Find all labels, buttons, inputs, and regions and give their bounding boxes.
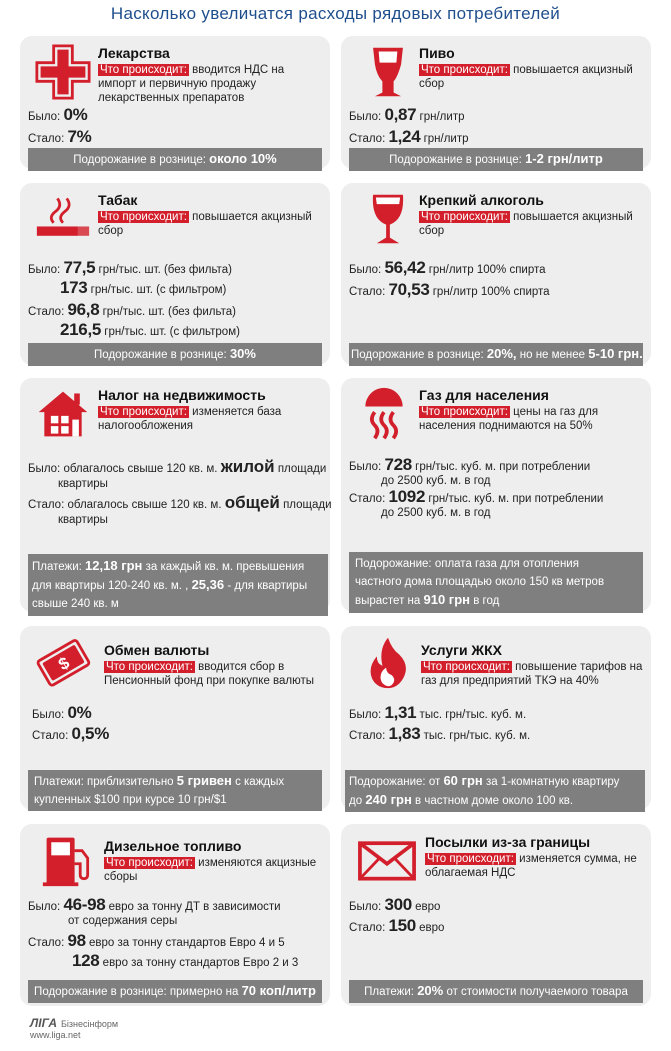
now-label: Стало:: [28, 133, 65, 145]
page-title: Насколько увеличатся расходы рядовых потребителей: [110, 4, 561, 23]
what-text: повышение тарифов на газ для предприятий ТКЭ на 40%: [421, 661, 643, 687]
summary-bar: Платежи: 20% от стоимости получаемого товара: [349, 980, 643, 1003]
card-title: Крепкий алкоголь: [419, 192, 544, 208]
what-text: цены на газ для населения поднимаются на 50%: [419, 406, 599, 432]
what-tag: Что происходит:: [423, 661, 510, 673]
now-value: 7%: [67, 127, 92, 146]
now-label: Стало:: [28, 937, 65, 949]
card-title: Табак: [98, 192, 138, 208]
card-title: Услуги ЖКХ: [421, 642, 502, 658]
was-value: 1,31: [384, 703, 417, 722]
what-text: вводится сбор в Пенсионный фонд при покупке валюты: [104, 661, 315, 687]
summary-bar: Подорожание: от 60 грн за 1-комнатную квартиру до 240 грн в частном доме около 100 кв.: [345, 770, 645, 812]
was-value-2: 173: [60, 278, 88, 297]
now-value: 0,5%: [71, 724, 110, 743]
card-title: Налог на недвижимость: [98, 387, 266, 403]
liga-logo: ЛІГА: [30, 1016, 57, 1030]
what-tag: Что происходит:: [100, 406, 187, 418]
was-value: 0%: [63, 105, 88, 124]
money-bill-icon: [34, 634, 92, 690]
was-label: Было:: [28, 463, 61, 475]
what-tag: Что происходит:: [100, 64, 187, 76]
card-title: Дизельное топливо: [104, 838, 242, 854]
was-value: 0%: [67, 703, 92, 722]
now-label: Стало:: [28, 306, 65, 318]
what-text: изменяются акцизные сборы: [104, 857, 317, 883]
now-value-2: 216,5: [60, 320, 102, 339]
was-label: Было:: [28, 264, 61, 276]
card-property-tax: Налог на недвижимость Что происходит: изменяется база налогообложения Было: облагалось свыше 120 кв. м. жилой площади квартиры Стало: облагалось свыше 120 кв. м. общей площади квартиры Платежи: 12,18 грн за каждый кв. м. превышения для квартиры 120-240 кв. м. , 25,36 - для квартиры свыше 240 кв. м: [20, 378, 330, 612]
card-diesel: Дизельное топливо Что происходит: изменяются акцизные сборы Было: 46-98 евро за тонну ДТ в зависимости от содержания серы Стало: 98 евро за тонну стандартов Евро 4 и 5 128 евро за тонну стандартов Евро 2 и 3 Подорожание в рознице: примерно на 70 коп/литр: [20, 824, 330, 1006]
was-value: 46-98: [63, 895, 106, 914]
what-tag: Что происходит:: [106, 661, 193, 673]
now-value-2: 128: [72, 951, 100, 970]
card-title: Обмен валюты: [104, 642, 210, 658]
what-tag: Что происходит:: [100, 211, 187, 223]
summary-bar: Платежи: 12,18 грн за каждый кв. м. превышения для квартиры 120-240 кв. м. , 25,36 - для квартиры свыше 240 кв. м: [28, 554, 328, 616]
flame-icon: [359, 634, 417, 690]
footer-site[interactable]: www.liga.net: [30, 1030, 81, 1040]
now-label: Стало:: [349, 922, 386, 934]
was-label: Было:: [349, 111, 382, 123]
was-label: Было:: [349, 901, 382, 913]
card-tobacco: Табак Что происходит: повышается акцизный сбор Было: 77,5 грн/тыс. шт. (без фильта) 173 грн/тыс. шт. (с фильтром) Стало: 96,8 грн/тыс. шт. (без фильта) 216,5 грн/тыс. шт. (с фильтром) Подорожание в рознице: 30%: [20, 183, 330, 365]
what-text: повышается акцизный сбор: [419, 211, 633, 237]
card-beer: Пиво Что происходит: повышается акцизный сбор Было: 0,87 грн/литр Стало: 1,24 грн/литр Подорожание в рознице: 1-2 грн/литр: [341, 36, 651, 169]
card-medicine: [20, 36, 330, 169]
was-label: Было:: [28, 111, 61, 123]
card-title: Лекарства: [98, 45, 170, 61]
was-value-1: 77,5: [63, 258, 96, 277]
what-tag: Что происходит:: [421, 64, 508, 76]
what-text: вводится НДС на импорт и первичную продажу лекарственных препаратов: [98, 64, 285, 104]
what-text: изменяется сумма, не облагаемая НДС: [425, 853, 637, 879]
card-title: Пиво: [419, 45, 455, 61]
now-value: 70,53: [388, 280, 430, 299]
was-value: 56,42: [384, 258, 426, 277]
fuel-pump-icon: [40, 832, 98, 888]
now-label: Стало:: [349, 730, 386, 742]
summary-bar: Подорожание в рознице: примерно на 70 коп/литр: [28, 980, 322, 1003]
now-label: Стало:: [28, 499, 65, 511]
now-label: Стало:: [32, 730, 69, 742]
heating-icon: [355, 386, 413, 442]
now-value-1: 98: [67, 931, 86, 950]
now-label: Стало:: [349, 493, 386, 505]
house-icon: [34, 386, 92, 442]
now-value: 1,83: [388, 724, 421, 743]
now-line-2: квартиры: [58, 514, 108, 526]
what-tag: Что происходит:: [421, 211, 508, 223]
what-text: повышается акцизный сбор: [98, 211, 312, 237]
wine-glass-icon: [359, 191, 417, 247]
was-word: жилой: [220, 457, 275, 476]
was-label: Было:: [349, 709, 382, 721]
now-word: общей: [224, 493, 280, 512]
svg-text:$: $: [55, 653, 73, 675]
summary-bar: Подорожание: оплата газа для отопления частного дома площадью около 150 кв метров вырастет на 910 грн в год: [349, 552, 643, 613]
envelope-icon: [355, 832, 419, 888]
was-line-2: до 2500 куб. м. в год: [381, 475, 491, 487]
card-currency-exchange: [20, 626, 330, 810]
what-tag: Что происходит:: [106, 857, 193, 869]
now-line-2: до 2500 куб. м. в год: [381, 507, 491, 519]
cigarette-icon: [34, 191, 92, 247]
what-tag: Что происходит:: [427, 853, 514, 865]
was-label: Было:: [349, 461, 382, 473]
footer-brand: Бізнесінформ: [61, 1019, 119, 1029]
summary-bar: Подорожание в рознице: около 10%: [28, 148, 322, 171]
summary-bar: Платежи: приблизительно 5 гривен с каждых купленных $100 при курсе 10 грн/$1: [28, 770, 322, 811]
was-value: 728: [384, 455, 412, 474]
footer: [30, 1018, 118, 1041]
summary-bar: Подорожание в рознице: 20%, но не менее 5-10 грн.: [349, 343, 643, 366]
card-title: Газ для населения: [419, 387, 549, 403]
was-line-2: квартиры: [58, 478, 108, 490]
now-value: 1,24: [388, 127, 421, 146]
now-value: 150: [388, 916, 416, 935]
what-tag: Что происходит:: [421, 406, 508, 418]
summary-bar: Подорожание в рознице: 1-2 грн/литр: [349, 148, 643, 171]
now-label: Стало:: [349, 133, 386, 145]
was-label: Было:: [28, 901, 61, 913]
card-title: Посылки из-за границы: [425, 834, 591, 850]
was-label: Было:: [349, 264, 382, 276]
now-label: Стало:: [349, 286, 386, 298]
summary-bar: Подорожание в рознице: 30%: [28, 343, 322, 366]
card-spirits: Крепкий алкоголь Что происходит: повышается акцизный сбор Было: 56,42 грн/литр 100% спирта Стало: 70,53 грн/литр 100% спирта Подорожание в рознице: 20%, но не менее 5-10 грн.: [341, 183, 651, 365]
card-utilities: Услуги ЖКХ Что происходит: повышение тарифов на газ для предприятий ТКЭ на 40% Было: 1,31 тыс. грн/тыс. куб. м. Стало: 1,83 тыс. грн/тыс. куб. м. Подорожание: от 60 грн за 1-комнатную квартиру до 240 грн в частном доме около 100 кв.: [341, 626, 651, 810]
now-value: 1092: [388, 487, 426, 506]
beer-glass-icon: [359, 44, 417, 100]
what-text: повышается акцизный сбор: [419, 64, 633, 90]
was-label: Было:: [32, 709, 65, 721]
medical-cross-icon: [34, 44, 92, 100]
was-line-2: от содержания серы: [68, 915, 178, 927]
card-parcels: Посылки из-за границы Что происходит: изменяется сумма, не облагаемая НДС Было: 300 евро Стало: 150 евро Платежи: 20% от стоимости получаемого товара: [341, 824, 651, 1006]
was-value: 300: [384, 895, 412, 914]
was-value: 0,87: [384, 105, 417, 124]
what-text: изменяется база налогообложения: [98, 406, 282, 432]
card-gas: Газ для населения Что происходит: цены на газ для населения поднимаются на 50% Было: 728 грн/тыс. куб. м. при потреблении до 2500 куб. м. в год Стало: 1092 грн/тыс. куб. м. при потреблении до 2500 куб. м. в год Подорожание: оплата газа для отопления частного дома площадью около 150 кв метров вырастет на 910 грн в год: [341, 378, 651, 612]
now-value-1: 96,8: [67, 300, 100, 319]
